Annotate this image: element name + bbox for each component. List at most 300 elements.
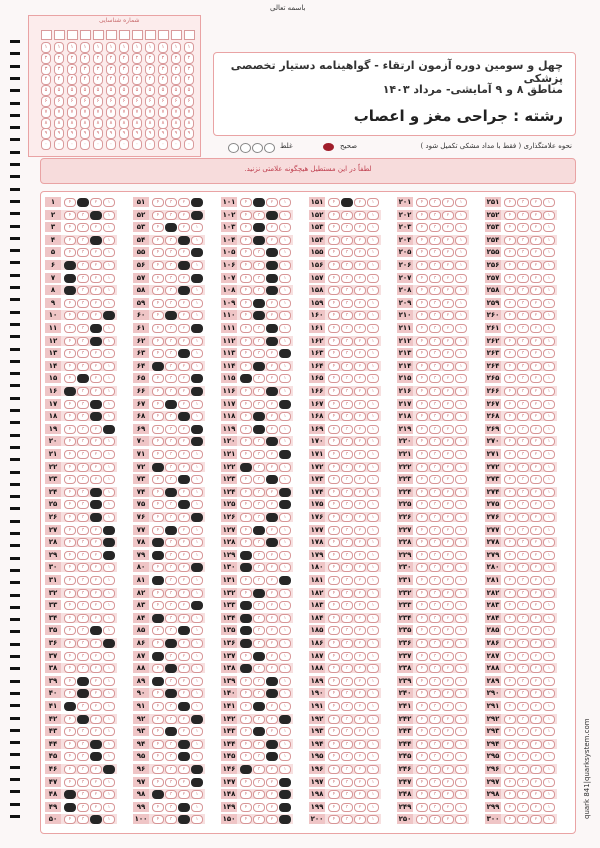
option-bubble[interactable]: ۴	[416, 274, 428, 283]
option-bubble[interactable]: ۳	[429, 589, 441, 598]
option-bubble[interactable]: ۲	[178, 500, 190, 509]
option-bubble[interactable]: ۲	[354, 664, 366, 673]
option-bubble[interactable]: ۴	[416, 614, 428, 623]
option-bubble[interactable]: ۲	[266, 374, 278, 383]
option-bubble[interactable]: ۱	[367, 337, 379, 346]
option-bubble[interactable]: ۲	[354, 601, 366, 610]
option-bubble[interactable]: ۳	[517, 778, 529, 787]
option-bubble[interactable]: ۳	[253, 526, 265, 535]
option-bubble[interactable]: ۲	[90, 551, 102, 560]
option-bubble[interactable]: ۳	[165, 576, 177, 585]
option-bubble[interactable]: ۱	[367, 652, 379, 661]
option-bubble[interactable]: ۴	[504, 652, 516, 661]
option-bubble[interactable]: ۱	[279, 349, 291, 358]
option-bubble[interactable]: ۲	[178, 513, 190, 522]
option-bubble[interactable]: ۴	[64, 815, 76, 824]
option-bubble[interactable]: ۴	[416, 664, 428, 673]
option-bubble[interactable]: ۳	[429, 614, 441, 623]
option-bubble[interactable]: ۲	[178, 538, 190, 547]
option-bubble[interactable]: ۱	[367, 740, 379, 749]
option-bubble[interactable]: ۴	[240, 526, 252, 535]
option-bubble[interactable]: ۳	[77, 387, 89, 396]
option-bubble[interactable]: ۴	[504, 198, 516, 207]
option-bubble[interactable]: ۱	[191, 538, 203, 547]
option-bubble[interactable]: ۲	[442, 211, 454, 220]
option-bubble[interactable]: ۴	[64, 198, 76, 207]
id-digit-bubble[interactable]: ۷	[184, 107, 194, 118]
option-bubble[interactable]: ۳	[341, 563, 353, 572]
option-bubble[interactable]: ۲	[354, 727, 366, 736]
option-bubble[interactable]: ۱	[367, 576, 379, 585]
option-bubble[interactable]: ۱	[367, 715, 379, 724]
option-bubble[interactable]: ۱	[455, 437, 467, 446]
option-bubble[interactable]: ۴	[152, 500, 164, 509]
option-bubble[interactable]: ۱	[191, 639, 203, 648]
option-bubble[interactable]: ۲	[530, 274, 542, 283]
option-bubble[interactable]: ۱	[367, 765, 379, 774]
option-bubble[interactable]: ۱	[543, 601, 555, 610]
option-bubble[interactable]: ۳	[77, 248, 89, 257]
option-bubble[interactable]: ۴	[416, 689, 428, 698]
option-bubble[interactable]: ۴	[416, 425, 428, 434]
id-write-box[interactable]	[184, 30, 195, 40]
option-bubble[interactable]: ۳	[429, 500, 441, 509]
option-bubble[interactable]: ۱	[191, 488, 203, 497]
option-bubble[interactable]: ۲	[266, 790, 278, 799]
option-bubble[interactable]: ۴	[504, 374, 516, 383]
option-bubble[interactable]: ۳	[517, 488, 529, 497]
id-digit-bubble[interactable]: ۸	[171, 118, 181, 129]
option-bubble[interactable]: ۲	[442, 274, 454, 283]
option-bubble[interactable]: ۲	[530, 261, 542, 270]
option-bubble[interactable]: ۲	[90, 425, 102, 434]
option-bubble[interactable]: ۴	[504, 437, 516, 446]
option-bubble[interactable]: ۳	[517, 614, 529, 623]
option-bubble[interactable]: ۱	[543, 664, 555, 673]
option-bubble[interactable]: ۳	[253, 337, 265, 346]
option-bubble[interactable]: ۱	[543, 778, 555, 787]
option-bubble[interactable]: ۲	[178, 740, 190, 749]
option-bubble[interactable]: ۲	[90, 324, 102, 333]
option-bubble[interactable]: ۴	[328, 475, 340, 484]
option-bubble[interactable]: ۳	[77, 412, 89, 421]
option-bubble[interactable]: ۱	[455, 324, 467, 333]
option-bubble[interactable]: ۲	[530, 374, 542, 383]
id-write-box[interactable]	[132, 30, 143, 40]
id-digit-bubble[interactable]: ۳	[184, 64, 194, 75]
option-bubble[interactable]: ۳	[341, 614, 353, 623]
option-bubble[interactable]: ۲	[178, 223, 190, 232]
option-bubble[interactable]: ۳	[341, 387, 353, 396]
option-bubble[interactable]: ۳	[77, 576, 89, 585]
option-bubble[interactable]: ۴	[64, 437, 76, 446]
option-bubble[interactable]: ۲	[266, 664, 278, 673]
option-bubble[interactable]: ۴	[504, 689, 516, 698]
option-bubble[interactable]: ۲	[266, 589, 278, 598]
option-bubble[interactable]: ۱	[367, 236, 379, 245]
option-bubble[interactable]: ۴	[416, 765, 428, 774]
option-bubble[interactable]: ۴	[328, 337, 340, 346]
option-bubble[interactable]: ۴	[328, 563, 340, 572]
option-bubble[interactable]: ۲	[354, 236, 366, 245]
option-bubble[interactable]: ۱	[367, 790, 379, 799]
option-bubble[interactable]: ۲	[530, 727, 542, 736]
option-bubble[interactable]: ۲	[178, 664, 190, 673]
option-bubble[interactable]: ۳	[77, 601, 89, 610]
option-bubble[interactable]: ۱	[543, 513, 555, 522]
option-bubble[interactable]: ۴	[152, 752, 164, 761]
option-bubble[interactable]: ۴	[64, 576, 76, 585]
option-bubble[interactable]: ۲	[354, 563, 366, 572]
option-bubble[interactable]: ۲	[178, 198, 190, 207]
option-bubble[interactable]: ۲	[178, 576, 190, 585]
option-bubble[interactable]: ۲	[530, 463, 542, 472]
option-bubble[interactable]: ۱	[103, 248, 115, 257]
option-bubble[interactable]: ۴	[240, 740, 252, 749]
option-bubble[interactable]: ۱	[103, 790, 115, 799]
option-bubble[interactable]: ۲	[530, 626, 542, 635]
option-bubble[interactable]: ۴	[504, 702, 516, 711]
option-bubble[interactable]: ۴	[328, 198, 340, 207]
option-bubble[interactable]: ۴	[416, 475, 428, 484]
option-bubble[interactable]: ۱	[455, 500, 467, 509]
option-bubble[interactable]: ۱	[191, 765, 203, 774]
option-bubble[interactable]: ۳	[341, 765, 353, 774]
option-bubble[interactable]: ۱	[367, 274, 379, 283]
option-bubble[interactable]: ۳	[253, 513, 265, 522]
option-bubble[interactable]: ۳	[165, 538, 177, 547]
option-bubble[interactable]: ۲	[530, 362, 542, 371]
option-bubble[interactable]: ۱	[103, 223, 115, 232]
option-bubble[interactable]: ۳	[253, 223, 265, 232]
option-bubble[interactable]: ۲	[266, 274, 278, 283]
option-bubble[interactable]: ۱	[367, 727, 379, 736]
option-bubble[interactable]: ۳	[341, 198, 353, 207]
option-bubble[interactable]: ۴	[328, 639, 340, 648]
option-bubble[interactable]: ۱	[191, 450, 203, 459]
option-bubble[interactable]: ۲	[530, 551, 542, 560]
option-bubble[interactable]: ۳	[77, 437, 89, 446]
option-bubble[interactable]: ۳	[165, 551, 177, 560]
option-bubble[interactable]: ۲	[530, 790, 542, 799]
option-bubble[interactable]: ۱	[543, 248, 555, 257]
option-bubble[interactable]: ۳	[429, 664, 441, 673]
option-bubble[interactable]: ۲	[266, 349, 278, 358]
option-bubble[interactable]: ۳	[341, 488, 353, 497]
option-bubble[interactable]: ۲	[266, 752, 278, 761]
option-bubble[interactable]: ۱	[191, 526, 203, 535]
option-bubble[interactable]: ۳	[77, 223, 89, 232]
option-bubble[interactable]: ۴	[64, 513, 76, 522]
option-bubble[interactable]: ۴	[504, 639, 516, 648]
option-bubble[interactable]: ۳	[517, 740, 529, 749]
option-bubble[interactable]: ۳	[165, 299, 177, 308]
option-bubble[interactable]: ۲	[442, 538, 454, 547]
id-digit-bubble[interactable]: ۲	[54, 53, 64, 64]
option-bubble[interactable]: ۲	[90, 589, 102, 598]
option-bubble[interactable]: ۱	[103, 337, 115, 346]
option-bubble[interactable]: ۳	[429, 311, 441, 320]
option-bubble[interactable]: ۲	[90, 412, 102, 421]
option-bubble[interactable]: ۳	[253, 715, 265, 724]
option-bubble[interactable]: ۱	[103, 702, 115, 711]
option-bubble[interactable]: ۳	[341, 299, 353, 308]
option-bubble[interactable]: ۱	[103, 652, 115, 661]
option-bubble[interactable]: ۲	[266, 614, 278, 623]
option-bubble[interactable]: ۱	[279, 752, 291, 761]
option-bubble[interactable]: ۴	[240, 803, 252, 812]
id-digit-bubble[interactable]: ۴	[145, 74, 155, 85]
option-bubble[interactable]: ۲	[354, 324, 366, 333]
option-bubble[interactable]: ۴	[328, 803, 340, 812]
option-bubble[interactable]: ۱	[543, 211, 555, 220]
id-digit-bubble[interactable]: ۷	[80, 107, 90, 118]
option-bubble[interactable]: ۱	[455, 286, 467, 295]
id-digit-bubble[interactable]: ۳	[106, 64, 116, 75]
option-bubble[interactable]: ۲	[266, 211, 278, 220]
option-bubble[interactable]: ۳	[77, 790, 89, 799]
option-bubble[interactable]: ۳	[341, 337, 353, 346]
option-bubble[interactable]: ۲	[354, 223, 366, 232]
option-bubble[interactable]: ۳	[77, 689, 89, 698]
option-bubble[interactable]: ۴	[504, 589, 516, 598]
option-bubble[interactable]: ۳	[165, 236, 177, 245]
option-bubble[interactable]: ۱	[279, 551, 291, 560]
option-bubble[interactable]: ۱	[103, 349, 115, 358]
option-bubble[interactable]: ۱	[455, 513, 467, 522]
option-bubble[interactable]: ۲	[266, 311, 278, 320]
id-digit-bubble[interactable]: ۲	[119, 53, 129, 64]
option-bubble[interactable]: ۱	[543, 614, 555, 623]
option-bubble[interactable]: ۴	[64, 374, 76, 383]
option-bubble[interactable]: ۴	[240, 261, 252, 270]
option-bubble[interactable]: ۴	[416, 437, 428, 446]
option-bubble[interactable]: ۲	[266, 286, 278, 295]
option-bubble[interactable]: ۲	[530, 702, 542, 711]
option-bubble[interactable]: ۲	[442, 626, 454, 635]
option-bubble[interactable]: ۴	[240, 349, 252, 358]
option-bubble[interactable]: ۱	[455, 803, 467, 812]
option-bubble[interactable]: ۴	[504, 286, 516, 295]
option-bubble[interactable]: ۲	[178, 475, 190, 484]
option-bubble[interactable]: ۴	[416, 488, 428, 497]
option-bubble[interactable]: ۱	[279, 513, 291, 522]
option-bubble[interactable]: ۱	[543, 626, 555, 635]
id-digit-bubble[interactable]: ۳	[41, 64, 51, 75]
option-bubble[interactable]: ۲	[90, 702, 102, 711]
option-bubble[interactable]: ۳	[429, 475, 441, 484]
option-bubble[interactable]: ۳	[77, 626, 89, 635]
option-bubble[interactable]: ۱	[543, 551, 555, 560]
option-bubble[interactable]: ۴	[504, 765, 516, 774]
option-bubble[interactable]: ۴	[416, 387, 428, 396]
id-digit-bubble[interactable]: ۲	[80, 53, 90, 64]
option-bubble[interactable]: ۳	[341, 450, 353, 459]
option-bubble[interactable]: ۳	[517, 223, 529, 232]
option-bubble[interactable]: ۳	[341, 475, 353, 484]
option-bubble[interactable]: ۳	[77, 614, 89, 623]
option-bubble[interactable]: ۱	[191, 463, 203, 472]
option-bubble[interactable]: ۲	[442, 437, 454, 446]
option-bubble[interactable]: ۳	[77, 526, 89, 535]
option-bubble[interactable]: ۲	[442, 488, 454, 497]
option-bubble[interactable]: ۱	[543, 274, 555, 283]
option-bubble[interactable]: ۲	[354, 349, 366, 358]
option-bubble[interactable]: ۴	[328, 311, 340, 320]
option-bubble[interactable]: ۴	[64, 349, 76, 358]
option-bubble[interactable]: ۱	[455, 274, 467, 283]
option-bubble[interactable]: ۳	[165, 475, 177, 484]
option-bubble[interactable]: ۱	[543, 463, 555, 472]
option-bubble[interactable]: ۲	[354, 689, 366, 698]
option-bubble[interactable]: ۳	[429, 236, 441, 245]
id-digit-bubble[interactable]: ۲	[93, 53, 103, 64]
option-bubble[interactable]: ۲	[178, 261, 190, 270]
option-bubble[interactable]: ۳	[341, 463, 353, 472]
option-bubble[interactable]: ۳	[165, 765, 177, 774]
option-bubble[interactable]: ۲	[442, 311, 454, 320]
option-bubble[interactable]: ۳	[77, 589, 89, 598]
option-bubble[interactable]: ۱	[455, 198, 467, 207]
option-bubble[interactable]: ۲	[178, 601, 190, 610]
option-bubble[interactable]: ۳	[429, 513, 441, 522]
option-bubble[interactable]: ۳	[517, 437, 529, 446]
id-digit-bubble[interactable]: ۴	[171, 74, 181, 85]
option-bubble[interactable]: ۱	[279, 425, 291, 434]
id-write-box[interactable]	[54, 30, 65, 40]
option-bubble[interactable]: ۴	[504, 752, 516, 761]
option-bubble[interactable]: ۳	[77, 337, 89, 346]
option-bubble[interactable]: ۲	[178, 362, 190, 371]
option-bubble[interactable]: ۱	[103, 601, 115, 610]
option-bubble[interactable]: ۱	[103, 362, 115, 371]
option-bubble[interactable]: ۳	[253, 374, 265, 383]
option-bubble[interactable]: ۱	[103, 236, 115, 245]
option-bubble[interactable]: ۲	[178, 589, 190, 598]
option-bubble[interactable]: ۴	[152, 803, 164, 812]
option-bubble[interactable]: ۳	[253, 664, 265, 673]
option-bubble[interactable]: ۲	[178, 803, 190, 812]
option-bubble[interactable]: ۴	[504, 337, 516, 346]
option-bubble[interactable]: ۱	[191, 475, 203, 484]
option-bubble[interactable]: ۴	[416, 286, 428, 295]
option-bubble[interactable]: ۱	[191, 437, 203, 446]
option-bubble[interactable]: ۱	[191, 211, 203, 220]
option-bubble[interactable]: ۱	[191, 563, 203, 572]
option-bubble[interactable]: ۲	[178, 425, 190, 434]
option-bubble[interactable]: ۴	[504, 412, 516, 421]
option-bubble[interactable]: ۳	[341, 437, 353, 446]
id-digit-bubble[interactable]: ۸	[106, 118, 116, 129]
option-bubble[interactable]: ۲	[266, 463, 278, 472]
option-bubble[interactable]: ۲	[354, 488, 366, 497]
option-bubble[interactable]: ۴	[416, 299, 428, 308]
option-bubble[interactable]: ۲	[530, 211, 542, 220]
option-bubble[interactable]: ۲	[90, 652, 102, 661]
option-bubble[interactable]: ۴	[152, 815, 164, 824]
option-bubble[interactable]: ۲	[178, 299, 190, 308]
option-bubble[interactable]: ۱	[191, 664, 203, 673]
option-bubble[interactable]: ۴	[240, 311, 252, 320]
id-digit-bubble[interactable]: ۹	[184, 128, 194, 139]
option-bubble[interactable]: ۴	[504, 299, 516, 308]
option-bubble[interactable]: ۳	[77, 803, 89, 812]
id-digit-bubble[interactable]: ۵	[184, 85, 194, 96]
option-bubble[interactable]: ۱	[367, 500, 379, 509]
option-bubble[interactable]: ۳	[77, 274, 89, 283]
option-bubble[interactable]: ۳	[77, 664, 89, 673]
option-bubble[interactable]: ۳	[429, 387, 441, 396]
option-bubble[interactable]: ۲	[266, 248, 278, 257]
option-bubble[interactable]: ۴	[416, 702, 428, 711]
option-bubble[interactable]: ۱	[103, 311, 115, 320]
option-bubble[interactable]: ۴	[64, 614, 76, 623]
option-bubble[interactable]: ۲	[266, 727, 278, 736]
option-bubble[interactable]: ۳	[517, 400, 529, 409]
option-bubble[interactable]: ۱	[455, 778, 467, 787]
option-bubble[interactable]: ۳	[517, 299, 529, 308]
option-bubble[interactable]: ۳	[77, 299, 89, 308]
option-bubble[interactable]: ۲	[266, 223, 278, 232]
option-bubble[interactable]: ۱	[191, 274, 203, 283]
option-bubble[interactable]: ۲	[530, 400, 542, 409]
option-bubble[interactable]: ۳	[165, 488, 177, 497]
option-bubble[interactable]: ۱	[455, 752, 467, 761]
option-bubble[interactable]: ۲	[442, 425, 454, 434]
option-bubble[interactable]: ۴	[240, 652, 252, 661]
option-bubble[interactable]: ۴	[64, 400, 76, 409]
option-bubble[interactable]: ۲	[530, 765, 542, 774]
option-bubble[interactable]: ۱	[367, 299, 379, 308]
option-bubble[interactable]: ۳	[253, 261, 265, 270]
option-bubble[interactable]: ۲	[354, 677, 366, 686]
option-bubble[interactable]: ۲	[354, 261, 366, 270]
option-bubble[interactable]: ۲	[354, 778, 366, 787]
option-bubble[interactable]: ۲	[90, 349, 102, 358]
option-bubble[interactable]: ۴	[152, 412, 164, 421]
option-bubble[interactable]: ۱	[367, 198, 379, 207]
id-digit-bubble[interactable]: ۶	[67, 96, 77, 107]
option-bubble[interactable]: ۳	[253, 324, 265, 333]
option-bubble[interactable]: ۱	[543, 790, 555, 799]
option-bubble[interactable]: ۴	[152, 425, 164, 434]
option-bubble[interactable]: ۳	[165, 311, 177, 320]
option-bubble[interactable]: ۳	[429, 400, 441, 409]
option-bubble[interactable]: ۱	[455, 538, 467, 547]
id-digit-bubble[interactable]: ۴	[67, 74, 77, 85]
option-bubble[interactable]: ۳	[429, 299, 441, 308]
option-bubble[interactable]: ۳	[165, 223, 177, 232]
option-bubble[interactable]: ۳	[165, 274, 177, 283]
option-bubble[interactable]: ۱	[543, 324, 555, 333]
option-bubble[interactable]: ۲	[90, 576, 102, 585]
id-digit-bubble[interactable]: ۲	[171, 53, 181, 64]
option-bubble[interactable]: ۲	[90, 274, 102, 283]
option-bubble[interactable]: ۴	[240, 337, 252, 346]
option-bubble[interactable]: ۲	[178, 248, 190, 257]
option-bubble[interactable]: ۳	[165, 374, 177, 383]
id-write-box[interactable]	[145, 30, 156, 40]
option-bubble[interactable]: ۱	[103, 400, 115, 409]
option-bubble[interactable]: ۲	[530, 349, 542, 358]
option-bubble[interactable]: ۳	[341, 286, 353, 295]
option-bubble[interactable]: ۱	[455, 614, 467, 623]
option-bubble[interactable]: ۳	[429, 211, 441, 220]
option-bubble[interactable]: ۲	[442, 500, 454, 509]
id-digit-bubble[interactable]: ۷	[54, 107, 64, 118]
option-bubble[interactable]: ۱	[455, 488, 467, 497]
option-bubble[interactable]: ۳	[517, 652, 529, 661]
